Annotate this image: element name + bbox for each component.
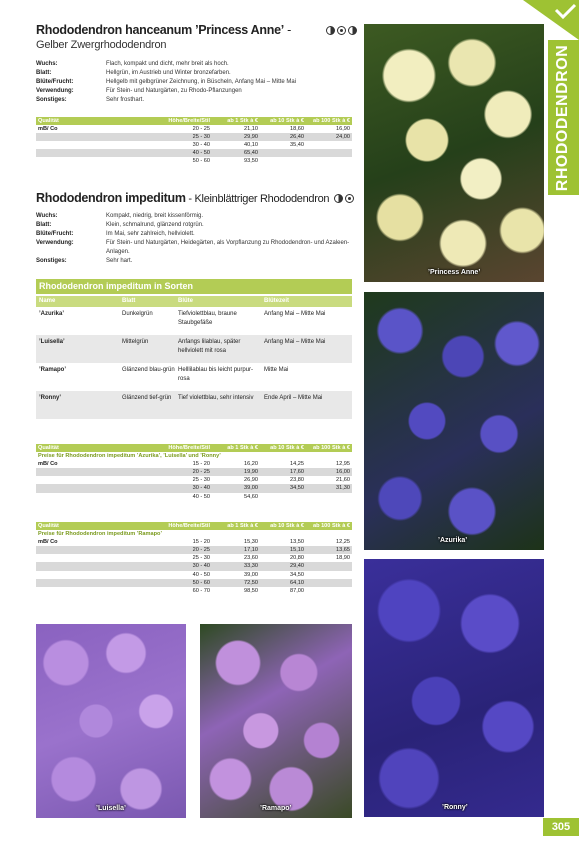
property-row: [36, 239, 356, 257]
cell: [36, 157, 146, 165]
price-table-hanceanum: [36, 117, 352, 166]
property-row: [36, 257, 356, 266]
cell: [36, 149, 146, 157]
impeditum-properties: [36, 212, 356, 266]
cell: 25 - 30: [192, 555, 210, 562]
subheader-text: Preise für Rhododendron impeditum ’Azurika’, ’Luisella’ und ’Ronny’: [38, 453, 221, 460]
cell: [36, 587, 146, 595]
cell: [36, 476, 146, 484]
property-key: Sonstiges:: [36, 258, 67, 264]
cell: 15,10: [290, 547, 304, 554]
header-cell: Qualität: [38, 445, 59, 451]
cell: 40,10: [244, 142, 258, 149]
cell: 30 - 40: [192, 563, 210, 570]
header-cell: ab 1 Stk à €: [227, 523, 258, 529]
cell: 72,50: [244, 579, 258, 586]
header-cell: Blatt: [122, 298, 136, 304]
cell: 13,50: [290, 539, 304, 546]
photo-azurika: [364, 292, 544, 550]
property-row: [36, 96, 356, 105]
table-row: [36, 133, 352, 141]
sorten-header: [36, 296, 352, 307]
header-cell: ab 100 Stk à €: [312, 118, 350, 124]
property-value: Im Mai, sehr zahlreich, hellviolett.: [106, 231, 195, 237]
property-key: Verwendung:: [36, 240, 74, 246]
table-row: [36, 335, 352, 363]
half-shade-icon: [326, 26, 335, 35]
cell: 26,90: [244, 477, 258, 484]
property-row: [36, 78, 356, 87]
subheader-text: Preise für Rhododendron impeditum ’Ramapo’: [38, 531, 163, 538]
table-row: [36, 468, 352, 476]
table-row: [36, 157, 352, 165]
photo-luisella: [36, 624, 186, 818]
table-row: [36, 546, 352, 554]
cell: [306, 493, 352, 501]
table-row: [36, 493, 352, 501]
property-key: Blatt:: [36, 222, 52, 228]
header-cell: ab 1 Stk à €: [227, 118, 258, 124]
header-cell: Höhe/Breite/Stil: [168, 118, 210, 124]
property-value: Flach, kompakt und dicht, mehr breit als hoch.: [106, 61, 229, 67]
cell: Mitte Mai: [264, 367, 289, 373]
cell: Glänzend tief-grün: [122, 395, 172, 401]
cell: 15,30: [244, 539, 258, 546]
cell: 15 - 20: [192, 461, 210, 468]
header-cell: Qualität: [38, 118, 59, 124]
cell: 65,40: [244, 150, 258, 157]
cell: 34,50: [290, 571, 304, 578]
cell: 31,30: [336, 485, 350, 492]
property-value: Sehr frosthart.: [106, 97, 145, 103]
cell: Tief violettblau, sehr intensiv: [178, 395, 254, 401]
cell: Anfang Mai – Mitte Mai: [264, 311, 326, 317]
cell: [306, 149, 352, 157]
table-row: [36, 149, 352, 157]
cell: [260, 493, 306, 501]
cell: 93,50: [244, 158, 258, 165]
hanceanum-subtitle: Gelber Zwergrhododendron: [36, 39, 167, 51]
hanceanum-title: [36, 23, 357, 37]
cell: 20 - 25: [192, 469, 210, 476]
cell: 39,00: [244, 571, 258, 578]
header-cell: Höhe/Breite/Stil: [168, 523, 210, 529]
cell: 20 - 25: [192, 547, 210, 554]
table-row: [36, 571, 352, 579]
cell: 19,90: [244, 469, 258, 476]
cell: mB/ Co: [38, 461, 58, 468]
cell: 17,10: [244, 547, 258, 554]
table-row: [36, 562, 352, 570]
photo-ramapo: [200, 624, 352, 818]
property-value: Für Stein- und Naturgärten, zu Rhodo-Pflanzungen: [106, 88, 242, 94]
cell: [36, 579, 146, 587]
cell: [36, 133, 146, 141]
table-row: [36, 476, 352, 484]
cell: ’Luisella’: [39, 339, 65, 345]
cell: 21,60: [336, 477, 350, 484]
cell: Ende April – Mitte Mai: [264, 395, 323, 401]
cell: ’Ronny’: [39, 395, 61, 401]
cell: Anfangs lilablau, später hellviolett mit rosa: [178, 339, 241, 354]
property-value: Klein, schmalrund, glänzend rotgrün.: [106, 222, 204, 228]
property-row: [36, 212, 356, 221]
cell: 35,40: [290, 142, 304, 149]
property-key: Blatt:: [36, 70, 52, 76]
price-table-subheader: [36, 452, 352, 460]
hanceanum-title-text: Rhododendron hanceanum ’Princess Anne’: [36, 23, 284, 37]
table-row: [36, 587, 352, 595]
cell: mB/ Co: [38, 126, 58, 133]
cell: 17,60: [290, 469, 304, 476]
header-cell: ab 1 Stk à €: [227, 445, 258, 451]
sun-icon: [345, 194, 354, 203]
page-number: 305: [543, 818, 579, 836]
table-row: [36, 125, 352, 133]
cell: [36, 546, 146, 554]
cell: [306, 157, 352, 165]
cell: 54,60: [244, 493, 258, 500]
cell: [306, 571, 352, 579]
cell: 12,25: [336, 539, 350, 546]
cell: 23,80: [290, 477, 304, 484]
cell: [306, 587, 352, 595]
cell: [36, 571, 146, 579]
header-cell: ab 10 Stk à €: [270, 118, 304, 124]
cell: Glänzend blau-grün: [122, 367, 175, 373]
cell: [36, 554, 146, 562]
impeditum-title-rest: - Kleinblättriger Rhododendron: [185, 193, 330, 205]
table-row: [36, 484, 352, 492]
property-value: Hellgrün, im Austrieb und Winter bronzefarben.: [106, 70, 231, 76]
photo-princess-anne: [364, 24, 544, 282]
cell: 12,95: [336, 461, 350, 468]
price-table-header: [36, 117, 352, 125]
cell: 20 - 25: [192, 126, 210, 133]
half-shade-icon: [334, 194, 343, 203]
cell: 60 - 70: [192, 587, 210, 594]
property-key: Wuchs:: [36, 213, 58, 219]
property-row: [36, 60, 356, 69]
cell: Dunkelgrün: [122, 311, 153, 317]
section-tab-label: RHODODENDRON: [554, 44, 572, 191]
header-cell: ab 10 Stk à €: [270, 523, 304, 529]
cell: [36, 562, 146, 570]
hanceanum-title-dash: -: [283, 23, 291, 37]
cell: Tiefviolettblau, braune Staubgefäße: [178, 311, 237, 326]
header-cell: ab 100 Stk à €: [312, 445, 350, 451]
cell: 21,10: [244, 126, 258, 133]
cell: 18,60: [290, 126, 304, 133]
table-row: [36, 538, 352, 546]
cell: 50 - 60: [192, 579, 210, 586]
property-row: [36, 230, 356, 239]
property-key: Blüte/Frucht:: [36, 231, 74, 237]
table-row: [36, 363, 352, 391]
table-row: [36, 141, 352, 149]
cell: 24,00: [336, 134, 350, 141]
cell: 16,90: [336, 126, 350, 133]
hanceanum-properties: [36, 60, 356, 105]
property-value: Hellgelb mit gelbgrüner Zeichnung, in Büscheln, Anfang Mai – Mitte Mai: [106, 79, 297, 85]
cell: [260, 157, 306, 165]
price-table-ramapo: [36, 522, 352, 595]
property-value: Kompakt, niedrig, breit kissenförmig.: [106, 213, 204, 219]
cell: 29,90: [244, 134, 258, 141]
header-cell: Name: [39, 298, 56, 304]
cell: [36, 468, 146, 476]
table-row: [36, 391, 352, 419]
cell: [306, 562, 352, 570]
sorten-table: [36, 279, 352, 419]
section-tab: [548, 40, 579, 195]
sun-icon: [337, 26, 346, 35]
cell: 40 - 50: [192, 150, 210, 157]
cell: mB/ Co: [38, 539, 58, 546]
cell: [36, 484, 146, 492]
property-key: Wuchs:: [36, 61, 58, 67]
cell: 50 - 60: [192, 158, 210, 165]
property-key: Sonstiges:: [36, 97, 67, 103]
photo-caption: ’Luisella’: [96, 805, 126, 812]
sorten-title: Rhododendron impeditum in Sorten: [36, 279, 352, 294]
property-key: Blüte/Frucht:: [36, 79, 74, 85]
table-row: [36, 460, 352, 468]
cell: [306, 579, 352, 587]
photo-caption: ’Ronny’: [442, 804, 468, 811]
cell: 34,50: [290, 485, 304, 492]
cell: [260, 149, 306, 157]
photo-ronny: [364, 559, 544, 817]
cell: 98,50: [244, 587, 258, 594]
cell: 29,40: [290, 563, 304, 570]
property-value: Sehr hart.: [106, 258, 133, 264]
cell: [36, 141, 146, 149]
cell: Anfang Mai – Mitte Mai: [264, 339, 326, 345]
cell: Mittelgrün: [122, 339, 149, 345]
header-cell: Qualität: [38, 523, 59, 529]
cell: 20,80: [290, 555, 304, 562]
cell: 33,30: [244, 563, 258, 570]
impeditum-title-text: Rhododendron impeditum: [36, 191, 186, 205]
shade-icon: [348, 26, 357, 35]
cell: 13,65: [336, 547, 350, 554]
price-table-header: [36, 522, 352, 530]
cell: 87,00: [290, 587, 304, 594]
photo-caption: ’Ramapo’: [260, 805, 292, 812]
cell: 16,20: [244, 461, 258, 468]
price-table-azurika-luisella-ronny: [36, 444, 352, 501]
header-cell: Blütezeit: [264, 298, 290, 304]
cell: 14,25: [290, 461, 304, 468]
photo-caption: ’Princess Anne’: [428, 269, 481, 276]
cell: 39,00: [244, 485, 258, 492]
header-cell: ab 10 Stk à €: [270, 445, 304, 451]
property-key: Verwendung:: [36, 88, 74, 94]
property-row: [36, 69, 356, 78]
table-row: [36, 579, 352, 587]
header-cell: Blüte: [178, 298, 193, 304]
photo-caption: ’Azurika’: [438, 537, 468, 544]
cell: 30 - 40: [192, 142, 210, 149]
cell: ’Ramapo’: [39, 367, 67, 373]
cell: 23,60: [244, 555, 258, 562]
price-table-subheader: [36, 530, 352, 538]
cell: 25 - 30: [192, 134, 210, 141]
cell: Helllilablau bis leicht purpur-rosa: [178, 367, 254, 382]
property-row: [36, 87, 356, 96]
cell: ’Azurika’: [39, 311, 65, 317]
cell: [36, 493, 146, 501]
cell: 26,40: [290, 134, 304, 141]
table-row: [36, 307, 352, 335]
header-cell: ab 100 Stk à €: [312, 523, 350, 529]
cell: 15 - 20: [192, 539, 210, 546]
property-value: Für Stein- und Naturgärten, Heidegärten, als Vorpflanzung zu Rhododendron- und Azaleen-Anlagen.: [106, 240, 350, 255]
header-cell: Höhe/Breite/Stil: [168, 445, 210, 451]
price-table-header: [36, 444, 352, 452]
table-row: [36, 554, 352, 562]
cell: 64,10: [290, 579, 304, 586]
cell: [306, 141, 352, 149]
cell: 30 - 40: [192, 485, 210, 492]
cell: 16,00: [336, 469, 350, 476]
impeditum-title: [36, 191, 354, 205]
cell: 40 - 50: [192, 571, 210, 578]
cell: 25 - 30: [192, 477, 210, 484]
property-row: [36, 221, 356, 230]
cell: 40 - 50: [192, 493, 210, 500]
cell: 18,90: [336, 555, 350, 562]
